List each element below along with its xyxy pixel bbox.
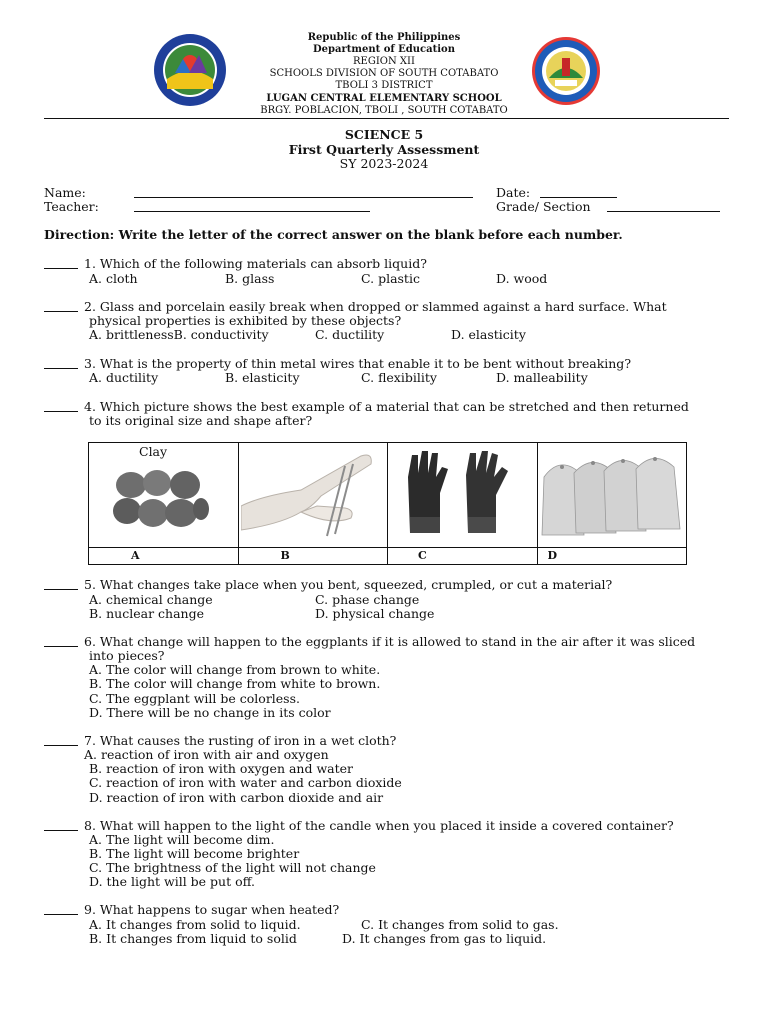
q5-option-a: A. chemical change (89, 592, 213, 607)
answer-blank-1[interactable] (44, 268, 78, 269)
towels-image (540, 445, 686, 545)
answer-blank-6[interactable] (44, 646, 78, 647)
picture-d-cell (537, 443, 687, 548)
picture-label-a: A (89, 548, 239, 565)
q9-stem: 9. What happens to sugar when heated? (84, 902, 340, 917)
q9-option-c: C. It changes from solid to gas. (361, 917, 559, 932)
direction: Direction: Write the letter of the correct answer on the blank before each number. (44, 227, 623, 242)
q3-option-d: D. malleability (496, 370, 588, 385)
q5-option-d: D. physical change (315, 606, 435, 621)
q3-option-c: C. flexibility (361, 370, 437, 385)
q6-stem: 6. What change will happen to the eggplants if it is allowed to stand in the air after it was sliced (84, 634, 696, 649)
q2-stem: 2. Glass and porcelain easily break when dropped or slammed against a hard surface. What (84, 299, 667, 314)
teacher-label: Teacher: (44, 199, 99, 214)
q6-option-a: A. The color will change from brown to white. (89, 662, 381, 677)
header-republic: Republic of the Philippines (307, 32, 461, 43)
q8-option-c: C. The brightness of the light will not change (89, 860, 376, 875)
teacher-blank[interactable] (134, 211, 370, 212)
answer-blank-5[interactable] (44, 589, 78, 590)
q5-option-b: B. nuclear change (89, 606, 204, 621)
header-division: SCHOOLS DIVISION OF SOUTH COTABATO (269, 68, 499, 79)
date-blank[interactable] (540, 197, 617, 198)
date-label: Date: (496, 185, 531, 200)
q4-stem: 4. Which picture shows the best example of a material that can be stretched and then returned (84, 399, 689, 414)
header-divider (44, 118, 729, 119)
q1-stem: 1. Which of the following materials can absorb liquid? (84, 256, 427, 271)
q6-option-d: D. There will be no change in its color (89, 705, 331, 720)
q1-option-d: D. wood (496, 271, 548, 286)
picture-label-d: D (537, 548, 687, 565)
q7-option-c: C. reaction of iron with water and carbon dioxide (89, 775, 402, 790)
picture-c-cell (388, 443, 538, 548)
q2-option-ab: A. brittlenessB. conductivity (89, 327, 269, 342)
q9-option-d: D. It changes from gas to liquid. (342, 931, 547, 946)
q8-option-b: B. The light will become brighter (89, 846, 300, 861)
q7-option-d: D. reaction of iron with carbon dioxide and air (89, 790, 384, 805)
q7-stem: 7. What causes the rusting of iron in a wet cloth? (84, 733, 397, 748)
q3-option-a: A. ductility (89, 370, 159, 385)
school-year: SY 2023-2024 (339, 156, 429, 171)
q1-option-b: B. glass (225, 271, 275, 286)
assessment-title: First Quarterly Assessment (288, 142, 480, 157)
picture-label-b: B (238, 548, 388, 565)
q9-option-b: B. It changes from liquid to solid (89, 931, 297, 946)
q8-option-d: D. the light will be put off. (89, 874, 256, 889)
q2-option-c: C. ductility (315, 327, 385, 342)
rubber-band-hand-image (241, 446, 387, 544)
clay-caption: Clay (139, 444, 168, 459)
header-address: BRGY. POBLACION, TBOLI , SOUTH COTABATO (260, 105, 508, 116)
header-district: TBOLI 3 DISTRICT (335, 80, 433, 91)
picture-choice-table (88, 442, 687, 565)
clay-image (109, 463, 209, 533)
q2-stem-cont: physical properties is exhibited by these objects? (89, 313, 402, 328)
header-school: LUGAN CENTRAL ELEMENTARY SCHOOL (266, 93, 502, 104)
answer-blank-2[interactable] (44, 311, 78, 312)
header-department: Department of Education (313, 44, 455, 55)
grade-section-label: Grade/ Section (496, 199, 591, 214)
subject-title: SCIENCE 5 (344, 127, 424, 142)
answer-blank-3[interactable] (44, 368, 78, 369)
q6-option-c: C. The eggplant will be colorless. (89, 691, 300, 706)
q3-option-b: B. elasticity (225, 370, 300, 385)
name-label: Name: (44, 185, 86, 200)
picture-a-cell (89, 443, 239, 548)
answer-blank-9[interactable] (44, 914, 78, 915)
answer-blank-8[interactable] (44, 830, 78, 831)
answer-blank-7[interactable] (44, 745, 78, 746)
gloves-image (396, 447, 528, 543)
q3-stem: 3. What is the property of thin metal wires that enable it to be bent without breaking? (84, 356, 632, 371)
grade-section-blank[interactable] (607, 211, 720, 212)
name-blank[interactable] (134, 197, 473, 198)
q2-option-d: D. elasticity (451, 327, 526, 342)
header-region: REGION XII (353, 56, 415, 67)
q5-stem: 5. What changes take place when you bent, squeezed, crumpled, or cut a material? (84, 577, 613, 592)
picture-b-cell (238, 443, 388, 548)
q7-option-a: A. reaction of iron with air and oxygen (84, 747, 329, 762)
q8-option-a: A. The light will become dim. (89, 832, 275, 847)
q5-option-c: C. phase change (315, 592, 420, 607)
q1-option-c: C. plastic (361, 271, 420, 286)
q1-option-a: A. cloth (89, 271, 138, 286)
picture-label-c: C (388, 548, 538, 565)
q6-option-b: B. The color will change from white to brown. (89, 676, 381, 691)
q6-stem-cont: into pieces? (89, 648, 165, 663)
q7-option-b: B. reaction of iron with oxygen and water (89, 761, 354, 776)
q8-stem: 8. What will happen to the light of the candle when you placed it inside a covered container? (84, 818, 674, 833)
answer-blank-4[interactable] (44, 411, 78, 412)
q9-option-a: A. It changes from solid to liquid. (89, 917, 301, 932)
q4-stem-cont: to its original size and shape after? (89, 413, 313, 428)
